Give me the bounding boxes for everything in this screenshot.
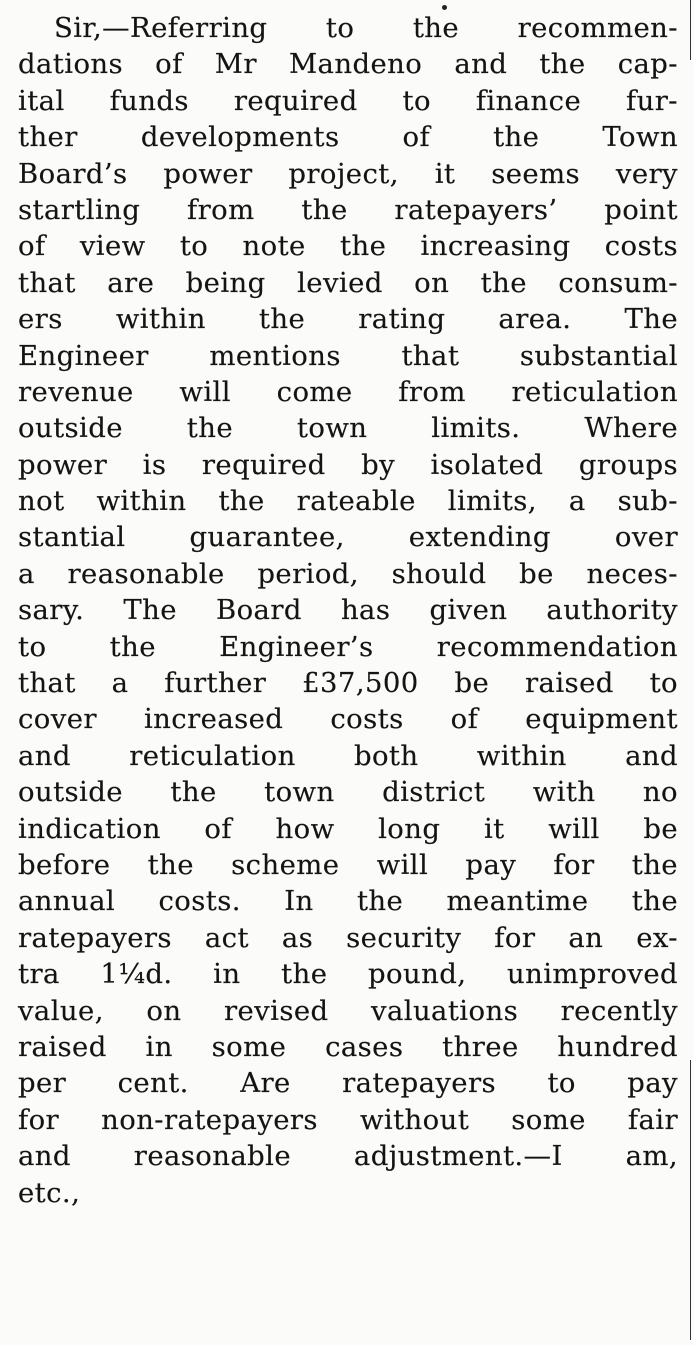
text-line: tra 1¼d. in the pound, unimproved xyxy=(18,958,678,991)
text-line: and reasonable adjustment.—I am, xyxy=(18,1140,678,1173)
text-line: annual costs. In the meantime the xyxy=(18,885,678,918)
text-line: of view to note the increasing costs xyxy=(18,230,678,263)
text-line: stantial guarantee, extending over xyxy=(18,521,678,554)
text-line: a reasonable period, should be neces- xyxy=(18,557,678,590)
letter-column xyxy=(18,10,678,1211)
text-line: ratepayers act as security for an ex- xyxy=(18,921,678,954)
column-rule xyxy=(690,0,691,60)
text-line: value, on revised valuations recently xyxy=(18,994,678,1027)
text-line: startling from the ratepayers’ point xyxy=(18,193,678,226)
text-line: outside the town limits. Where xyxy=(18,412,678,445)
text-line: etc., xyxy=(18,1176,81,1209)
text-line: Sir,—Referring to the recommen- xyxy=(54,12,678,44)
text-line: ers within the rating area. The xyxy=(18,303,678,336)
text-line: that are being levied on the consum- xyxy=(18,266,678,299)
text-line: raised in some cases three hundred xyxy=(18,1030,678,1063)
text-line: before the scheme will pay for the xyxy=(18,848,678,881)
text-line: ther developments of the Town xyxy=(18,121,678,154)
text-line: to the Engineer’s recommendation xyxy=(18,630,678,663)
text-line: Engineer mentions that substantial xyxy=(18,339,678,372)
text-line: for non-ratepayers without some fair xyxy=(18,1103,678,1136)
text-line: sary. The Board has given authority xyxy=(18,594,678,627)
text-line: indication of how long it will be xyxy=(18,812,678,845)
text-line: ital funds required to finance fur- xyxy=(18,84,678,117)
text-line: power is required by isolated groups xyxy=(18,448,678,481)
text-line: dations of Mr Mandeno and the cap- xyxy=(18,48,678,81)
text-line: revenue will come from reticulation xyxy=(18,375,678,408)
text-line: and reticulation both within and xyxy=(18,739,678,772)
text-line: cover increased costs of equipment xyxy=(18,703,678,736)
text-line: outside the town district with no xyxy=(18,776,678,809)
text-line: not within the rateable limits, a sub- xyxy=(18,485,678,518)
column-rule xyxy=(690,1060,691,1340)
text-line: per cent. Are ratepayers to pay xyxy=(18,1067,678,1100)
text-line: Board’s power project, it seems very xyxy=(18,157,678,190)
text-line: that a further £37,500 be raised to xyxy=(18,667,678,700)
